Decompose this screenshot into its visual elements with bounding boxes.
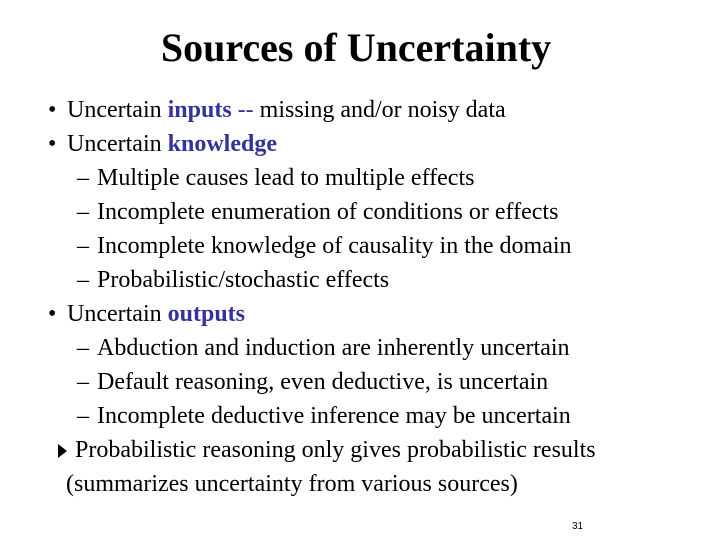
subitem-text: Multiple causes lead to multiple effects <box>97 165 475 191</box>
subitem-text: Incomplete deductive inference may be uncertain <box>97 403 571 429</box>
dash-marker: – <box>77 335 89 361</box>
dash-marker: – <box>77 165 89 191</box>
bullet-prefix: Uncertain <box>67 97 168 123</box>
keyword-outputs: outputs <box>167 301 245 327</box>
bullet-marker: • <box>48 301 57 327</box>
bullet-text <box>67 95 506 125</box>
dash-marker: – <box>77 403 89 429</box>
bullet-text <box>67 299 245 329</box>
conclusion-text: Probabilistic reasoning only gives probabilistic results <box>75 437 596 463</box>
subitem-text: Probabilistic/stochastic effects <box>97 267 390 293</box>
keyword-knowledge: knowledge <box>167 131 277 157</box>
page-number: 31 <box>572 521 584 532</box>
bullet-prefix: Uncertain <box>67 131 168 157</box>
bullet-marker: • <box>48 97 57 123</box>
bullet-text <box>67 129 277 159</box>
slide-title: Sources of Uncertainty <box>160 25 552 70</box>
dash-marker: – <box>77 267 89 293</box>
subitem-text: Incomplete enumeration of conditions or effects <box>97 199 559 225</box>
dash-marker: – <box>77 233 89 259</box>
bullet-suffix: missing and/or noisy data <box>259 97 506 123</box>
separator: -- <box>231 97 260 123</box>
dash-marker: – <box>77 369 89 395</box>
dash-marker: – <box>77 199 89 225</box>
bullet-prefix: Uncertain <box>67 301 168 327</box>
subitem-text: Abduction and induction are inherently uncertain <box>97 335 570 361</box>
right-arrow-bullet-icon <box>58 444 67 458</box>
subitem-text: Default reasoning, even deductive, is uncertain <box>97 369 549 395</box>
conclusion-text-continued: (summarizes uncertainty from various sources) <box>66 471 518 497</box>
subitem-text: Incomplete knowledge of causality in the domain <box>97 233 572 259</box>
keyword-inputs: inputs <box>167 97 232 123</box>
bullet-marker: • <box>48 131 57 157</box>
